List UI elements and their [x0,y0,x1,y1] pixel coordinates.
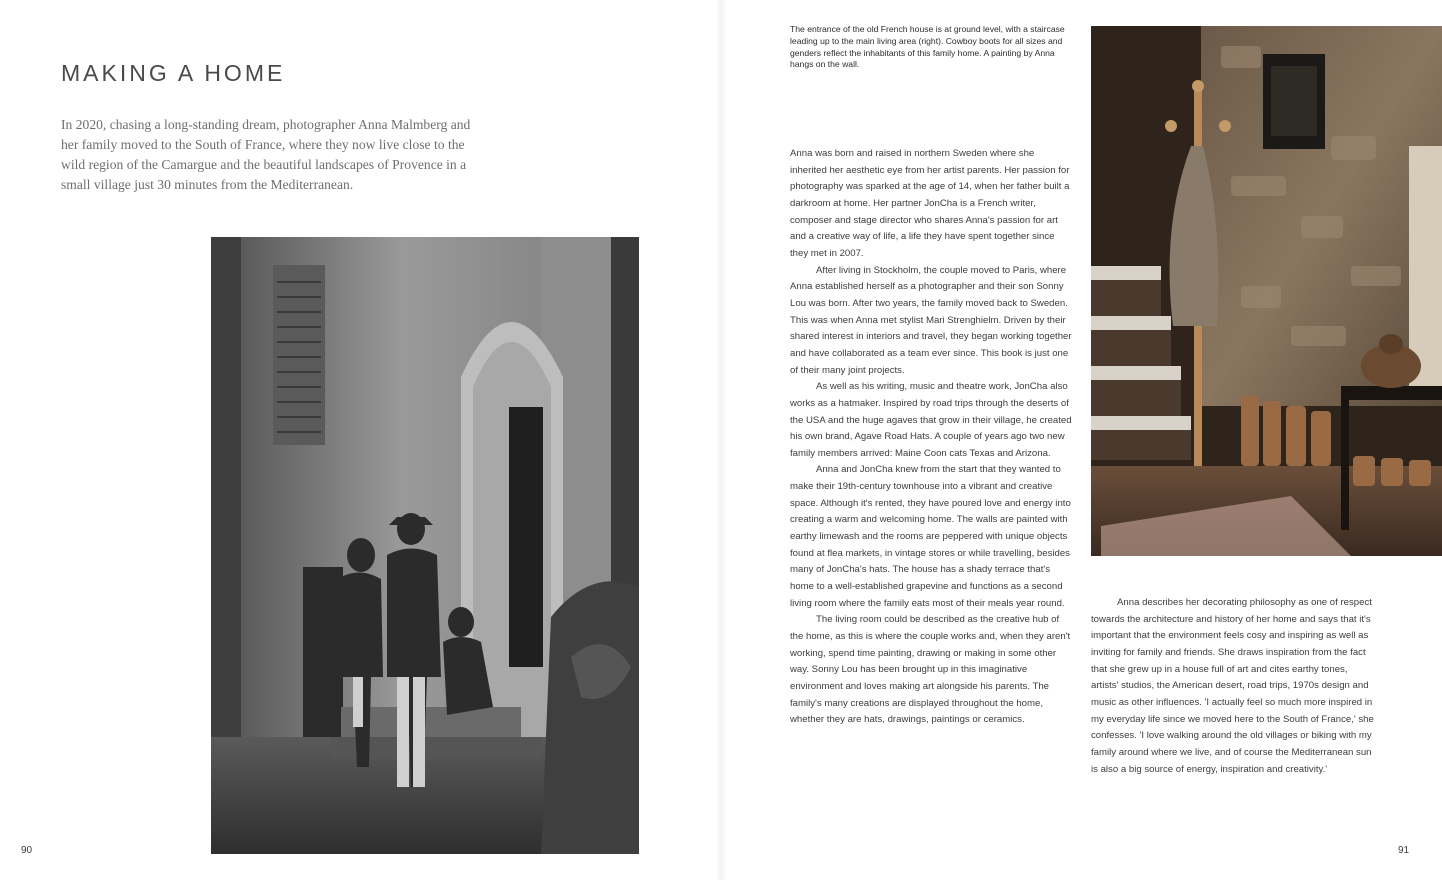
body-paragraph: Anna describes her decorating philosophy as one of respect towards the architecture and history of her home and says that it's important that the environment feels cosy and inspiring as well as inviting for family and friends. She draws inspiration from the fact that she grew up in a house full of art and cites earthy tones, artists' studios, the American desert, road trips, 1970s design and music as other influences. 'I actually feel so much more inspired in my everyday life since we moved here to the South of France,' she confesses. 'I love walking around the old villages or biking with my family around where we live, and of course the Mediterranean sun is also a big source of energy, inspiration and creativity.' [1091,597,1374,775]
page-number-left: 90 [21,845,33,856]
intro-paragraph: In 2020, chasing a long-standing dream, photographer Anna Malmberg and her family moved to the South of France, where they now live close to the wild region of the Camargue and the beautiful landscapes of Provence in a small village just 30 minutes from the Mediterranean. [61,117,471,192]
photo-caption: The entrance of the old French house is at ground level, with a staircase leading up to the main living area (right). Cowboy boots for all sizes and genders reflect the inhabitants of this family home. A painting by Anna hangs on the wall. [790,24,1065,70]
chapter-title: MAKING A HOME [61,60,286,86]
body-column-2 [1091,595,1374,778]
body-paragraph: After living in Stockholm, the couple moved to Paris, where Anna established herself as a photographer and their son Sonny Lou was born. After two years, the family moved back to Sweden. This was when Anna met stylist Mari Strenghielm. Driven by their shared interest in interiors and travel, they began working together and have collaborated as a team ever since. This book is just one of their many joint projects. [790,264,1072,376]
family-portrait-photo [211,237,639,854]
book-gutter [716,0,726,880]
page-number-right: 91 [1398,845,1410,856]
body-paragraph: Anna and JonCha knew from the start that they wanted to make their 19th-century townhouse into a vibrant and creative space. Although it's rented, they have poured love and energy into creating a warm and welcoming home. The walls are painted with earthy limewash and the rooms are peppered with unique objects found at flea markets, in vintage stores or while travelling, besides many of JonCha's hats. The house has a shady terrace that's home to a well-established grapevine and functions as a second living room where the family eats most of their meals year round. [790,464,1071,609]
body-paragraph: The living room could be described as the creative hub of the home, as this is where the couple works and, when they aren't working, spend time painting, drawing or making in some other way. Sonny Lou has been brought up in this imaginative environment and loves making art alongside his parents. The family's many creations are displayed throughout the home, whether they are hats, drawings, paintings or ceramics. [790,614,1071,726]
body-column-1 [790,146,1073,729]
body-paragraph: Anna was born and raised in northern Sweden where she inherited her aesthetic eye from her artist parents. Her passion for photography was sparked at the age of 14, when her father built a darkroom at home. Her partner JonCha is a French writer, composer and stage director who shares Anna's passion for art and a creative way of life, a life they have spent together since they met in 2007. [790,148,1070,259]
body-paragraph: As well as his writing, music and theatre work, JonCha also works as a hatmaker. Inspired by road trips through the deserts of the USA and the huge agaves that grow in their village, he created his own brand, Agave Road Hats. A couple of years ago two new family members arrived: Maine Coon cats Texas and Arizona. [790,381,1072,459]
entrance-stairs-photo [1091,26,1442,556]
